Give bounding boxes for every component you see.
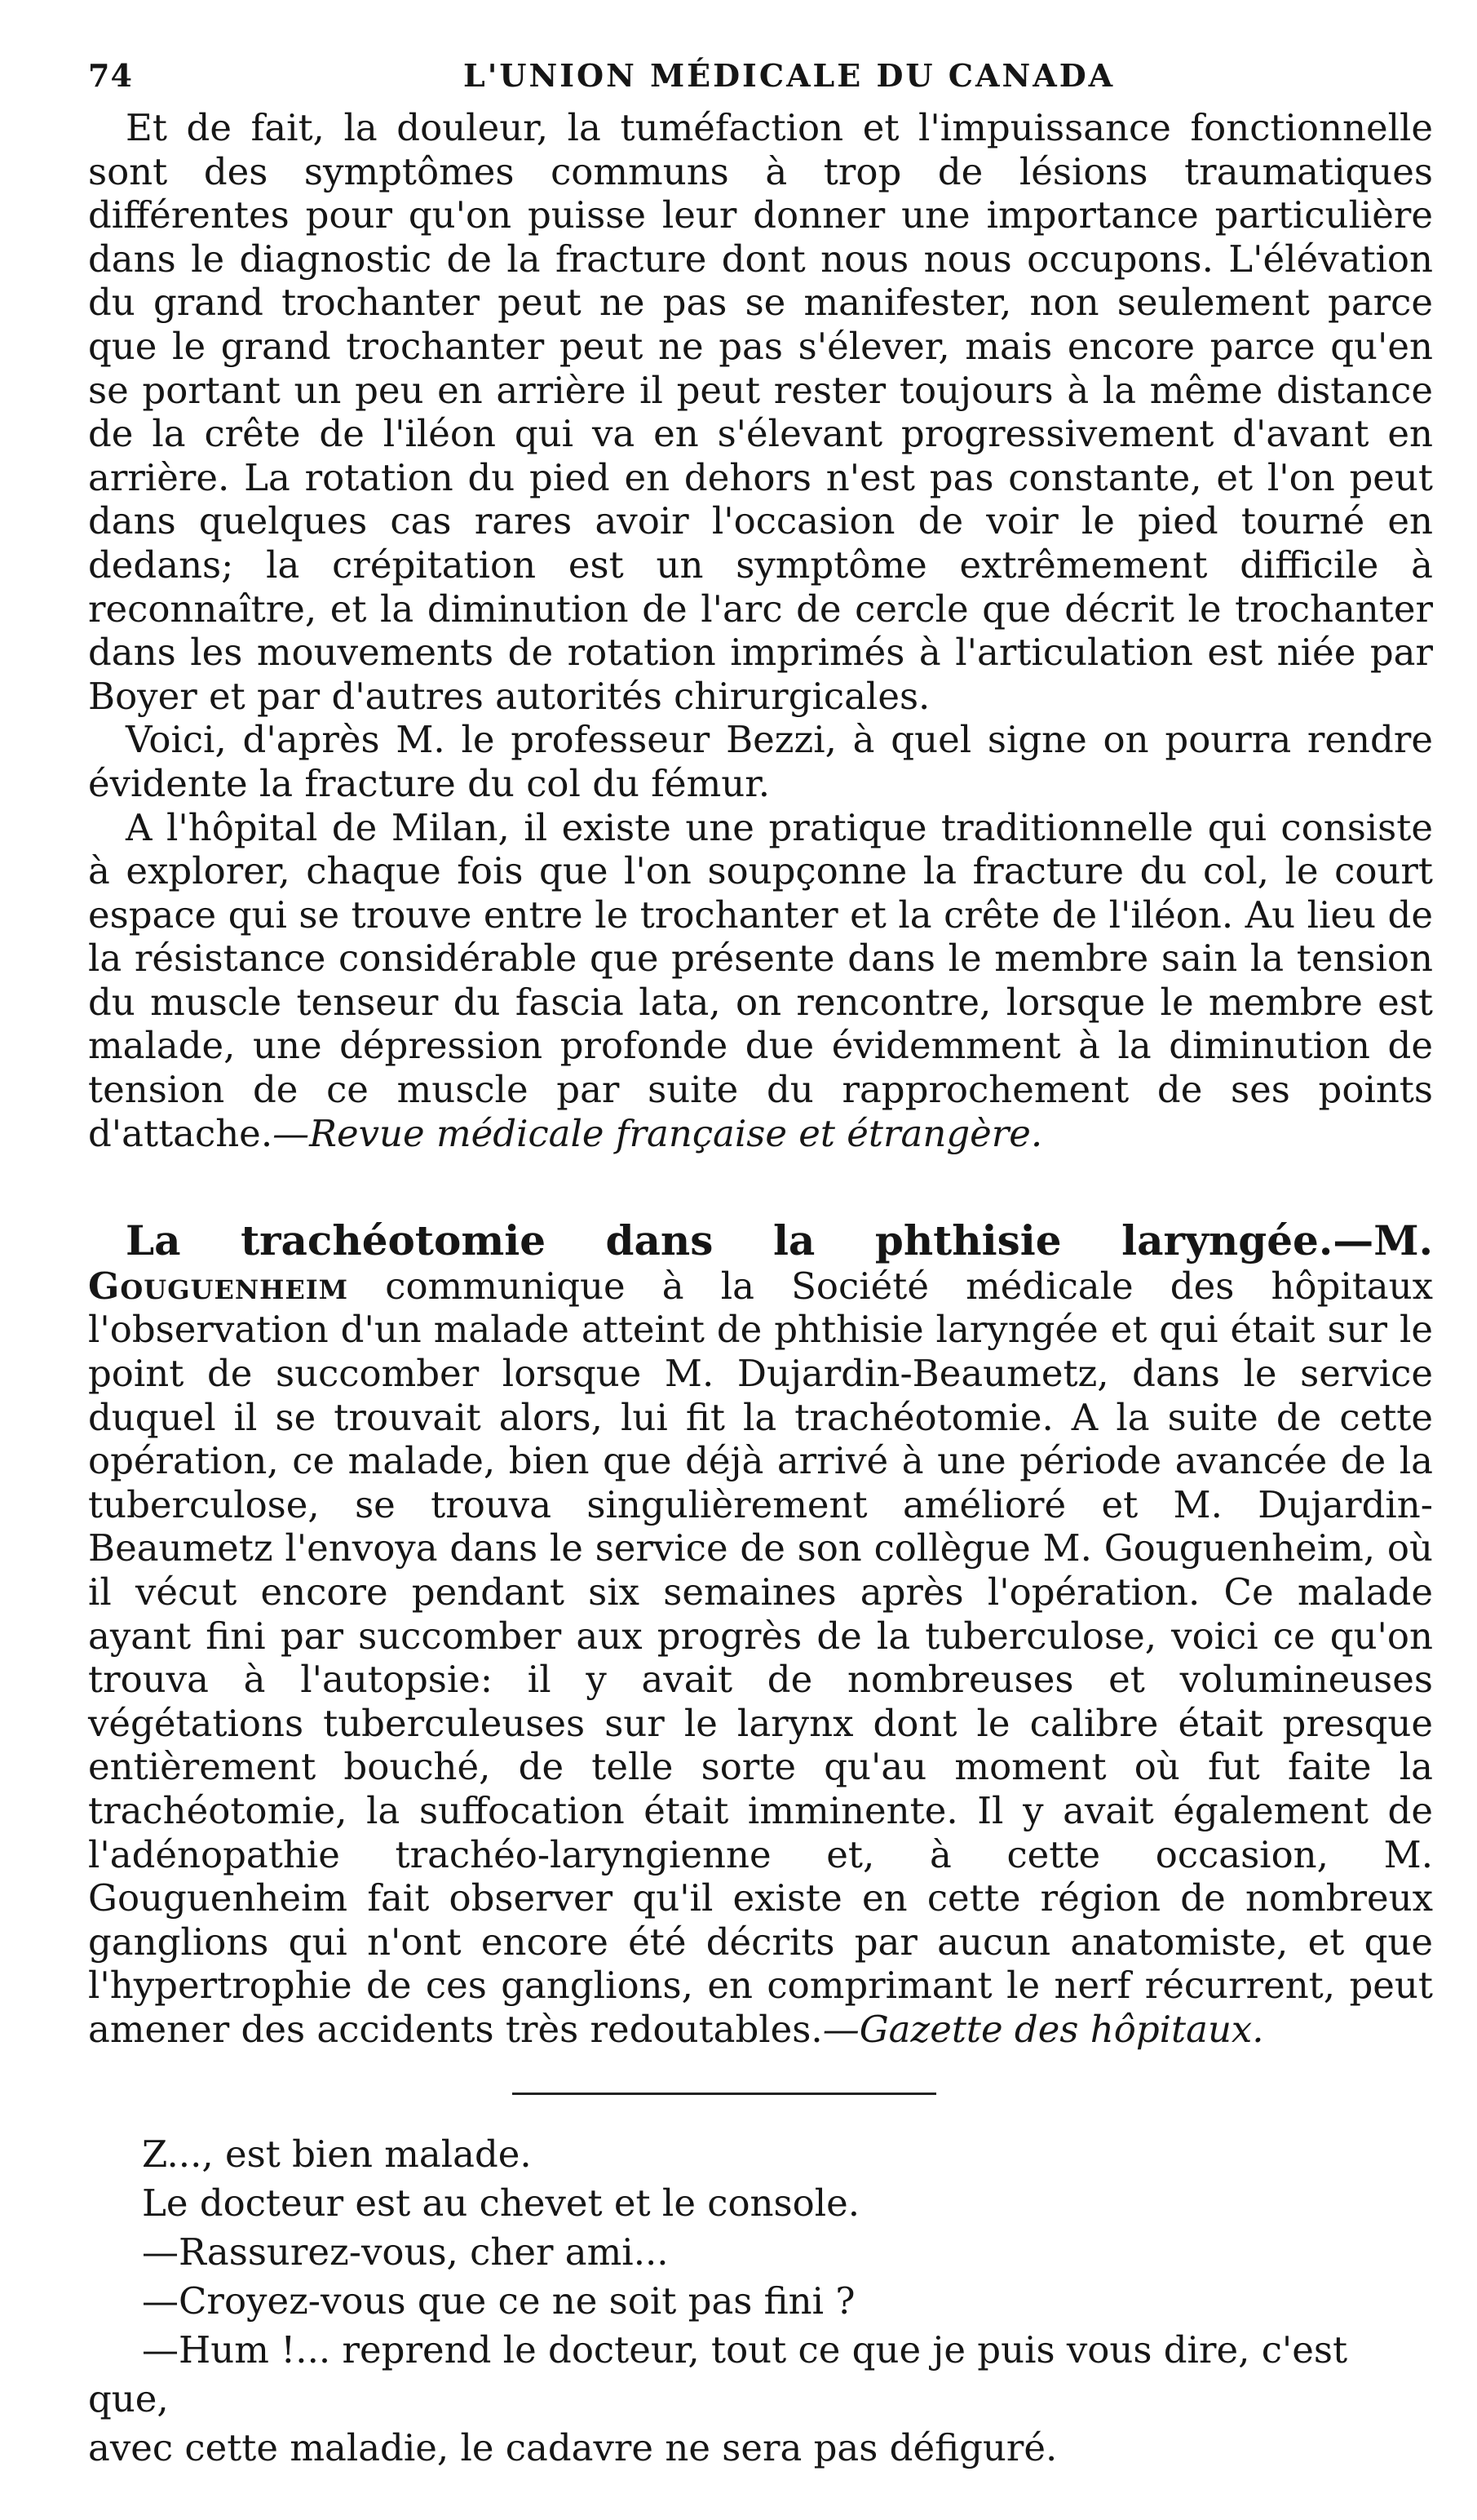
paragraph-milan-text: A l'hôpital de Milan, il existe une pratique traditionnelle qui consiste à explorer, chaque fois que l'on soupçonne la fracture du col, le court espace qui se trouve entre le trochanter et la crête de l'iléon. Au lieu de la résistance considérable que présente dans le membre sain la tension du muscle tenseur du fascia lata, on rencontre, lorsque le membre est malade, une dépression profonde due évidemment à la diminution de tension de ce muscle par suite du rapprochement de ses points d'attache. [88,805,1433,1155]
article-hip-fracture [88,106,1433,1155]
paragraph-milan [88,806,1433,1156]
anecdote [88,2130,1433,2473]
separator-rule-wrap [88,2052,1433,2130]
paragraph-tracheotomy-text: communique à la Société médicale des hôpitaux l'observation d'un malade atteint de phthisie laryngée et qui était sur le point de succomber lorsque M. Dujardin-Beaumetz, dans le service duquel il se trouvait alors, lui fit la trachéotomie. A la suite de cette opération, ce malade, bien que déjà arrivé à une période avancée de la tuberculose, se trouva singulièrement amélioré et M. Dujardin-Beaumetz l'envoya dans le service de son collègue M. Gouguenheim, où il vécut encore pendant six semaines après l'opération. Ce malade ayant fini par succomber aux progrès de la tuberculose, voici ce qu'on trouva à l'autopsie: il y avait de nombreuses et volumineuses végétations tuberculeuses sur le larynx dont le calibre était presque entièrement bouché, de telle sorte qu'au moment où fut faite la trachéotomie, la suffocation était imminente. Il y avait également de l'adénopathie trachéo-laryngienne et, à cette occasion, M. Gouguenheim fait observer qu'il existe en cette région de nombreux ganglions qui n'ont encore été décrits par aucun anatomiste, et que l'hypertrophie de ces ganglions, en comprimant le nerf récurrent, peut amener des accidents très redoutables. [88,1264,1433,2051]
anecdote-line: —Croyez-vous que ce ne soit pas fini ? [142,2279,856,2323]
anecdote-line: Z..., est bien malade. [142,2132,532,2176]
article-tracheotomy [88,1216,1433,2051]
paragraph-symptoms: Et de fait, la douleur, la tuméfaction et l'impuissance fonctionnelle sont des symptômes communs à trop de lésions traumatiques différentes pour qu'on puisse leur donner une importance particulière dans le diagnostic de la fracture dont nous nous occupons. L'élévation du grand trochanter peut ne pas se manifester, non seulement parce que le grand trochanter peut ne pas s'élever, mais encore parce qu'en se portant un peu en arrière il peut rester toujours à la même distance de la crête de l'iléon qui va en s'élevant progressivement d'avant en arrière. La rotation du pied en dehors n'est pas constante, et l'on peut dans quelques cas rares avoir l'occasion de voir le pied tourné en dedans; la crépitation est un symptôme extrêmement difficile à reconnaître, et la diminution de l'arc de cercle que décrit le trochanter dans les mouvements de rotation imprimés à l'articulation est niée par Boyer et par d'autres autorités chirurgicales. [88,106,1433,718]
author-dash: —M. [1333,1216,1433,1265]
section-gap [88,1155,1433,1219]
page-number: 74 [88,57,133,94]
separator-rule [512,2093,936,2095]
anecdote-line: —Rassurez-vous, cher ami... [142,2230,669,2274]
paragraph-tracheotomy [88,1216,1433,2051]
anecdote-line: —Hum !... reprend le docteur, tout ce que je puis vous dire, c'est que, [88,2327,1348,2420]
anecdote-line: avec cette maladie, le cadavre ne sera pas défiguré. [88,2425,1058,2469]
author-name: Gouguenheim [88,1264,349,1308]
anecdote-line: Le docteur est au chevet et le console. [142,2181,860,2225]
article-heading: La trachéotomie dans la phthisie laryngée. [126,1216,1333,1265]
paragraph-bezzi: Voici, d'après M. le professeur Bezzi, à quel signe on pourra rendre évidente la fracture du col du fémur. [88,718,1433,805]
running-head [88,57,1433,106]
source-citation-gazette: —Gazette des hôpitaux. [822,2007,1264,2051]
journal-title: L'UNION MÉDICALE DU CANADA [463,57,1116,94]
source-citation-revue: —Revue médicale française et étrangère. [272,1111,1043,1155]
